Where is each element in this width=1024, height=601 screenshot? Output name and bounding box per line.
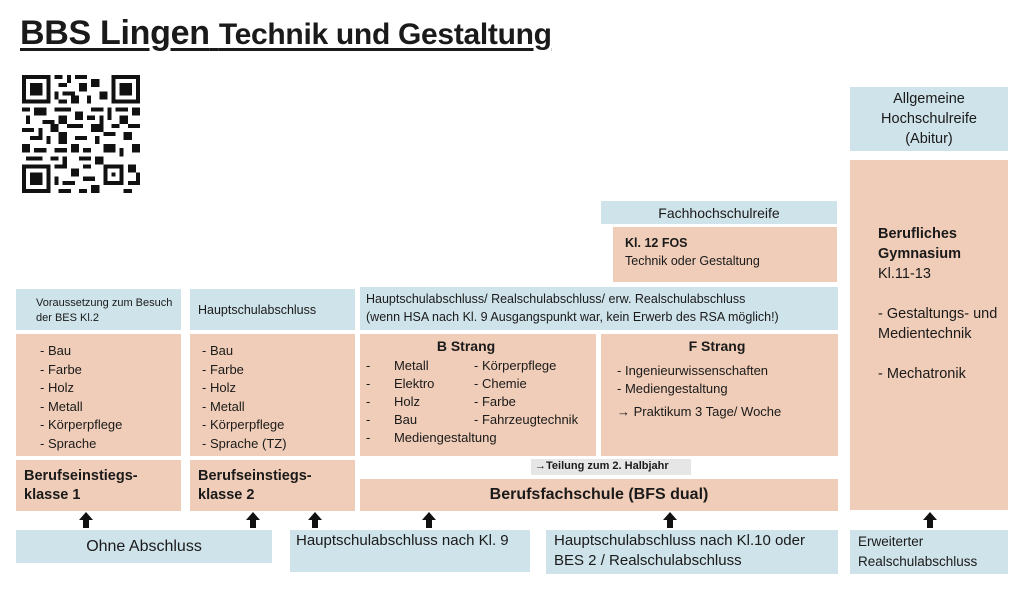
list-item: - Mediengestaltung [617,380,838,398]
fos-title: Kl. 12 FOS [625,236,688,250]
bfs-name: Berufsfachschule (BFS dual) [360,479,838,511]
list-item: - Sprache (TZ) [202,435,355,454]
fachhochschulreife-box: Fachhochschulreife [601,201,837,224]
arrow-up-icon [245,511,261,529]
berufliches-gymnasium-box [850,160,1008,510]
list-item: - Bau [366,411,474,429]
list-item: - Farbe [474,393,578,411]
qr-code[interactable] [22,75,140,193]
list-item: - Fahrzeugtechnik [474,411,578,429]
arrow-up-icon [662,511,678,529]
arrow-up-icon [922,511,938,529]
bes2-name: Berufseinstiegs-klasse 2 [190,460,355,511]
f-strang-box [601,334,838,456]
entry-hsa10: Hauptschulabschluss nach Kl.10 oder BES 2 / Realschulabschluss [546,530,838,574]
list-item: - Ingenieurwissenschaften [617,362,838,380]
split-note: →Teilung zum 2. Halbjahr [531,459,691,475]
list-item: - Körperpflege [40,416,181,435]
arrow-up-icon [307,511,323,529]
list-item: - Elektro [366,375,474,393]
list-item: - Metall [202,398,355,417]
list-item: - Holz [366,393,474,411]
list-item: - Holz [40,379,181,398]
entry-hsa9: Hauptschulabschluss nach Kl. 9 [290,530,530,572]
list-item: - Farbe [40,361,181,380]
list-item: - Farbe [202,361,355,380]
list-item: - Sprache [40,435,181,454]
bes2-requirement: Hauptschulabschluss [190,289,355,330]
list-item: - Metall [40,398,181,417]
bes1-requirement: Voraussetzung zum Besuch der BES Kl.2 [16,289,181,330]
b-strang-box [360,334,596,456]
arrow-up-icon [78,511,94,529]
list-item: - Metall [366,357,474,375]
bg-title: Berufliches Gymnasium [878,226,961,262]
list-item: - Holz [202,379,355,398]
bg-grade: Kl.11-13 [878,266,931,282]
bes1-subjects [16,334,181,456]
bfs-requirement: Hauptschulabschluss/ Realschulabschluss/ erw. Realschulabschluss (wenn HSA nach Kl. 9 Ausgangspunkt war, kein Erwerb des RSA möglich!) [360,287,838,330]
abitur-box: Allgemeine Hochschulreife (Abitur) [850,87,1008,151]
list-item: - Bau [202,342,355,361]
bes2-subjects [190,334,355,456]
fos-subtitle: Technik oder Gestaltung [625,254,760,268]
page-title: BBS Lingen Technik und Gestaltung [20,14,552,52]
bg-track: - Gestaltungs- und Medientechnik [878,306,998,342]
bes1-name: Berufseinstiegs-klasse 1 [16,460,181,511]
entry-erw-rsa: Erweiterter Realschulabschluss [850,530,1008,574]
arrow-up-icon [421,511,437,529]
list-item: - Chemie [474,375,578,393]
f-strang-note: → Praktikum 3 Tage/ Woche [617,404,782,419]
list-item: - Bau [40,342,181,361]
entry-ohne-abschluss: Ohne Abschluss [16,530,272,563]
list-item: - Körperpflege [202,416,355,435]
bg-track: - Mechatronik [878,366,966,382]
f-strang-title: F Strang [688,338,746,354]
list-item: - Körperpflege [474,357,578,375]
b-strang-title: B Strang [436,338,496,354]
qr-code-icon [22,75,140,193]
list-item: - Mediengestaltung [366,429,474,447]
fos-box [613,227,837,282]
